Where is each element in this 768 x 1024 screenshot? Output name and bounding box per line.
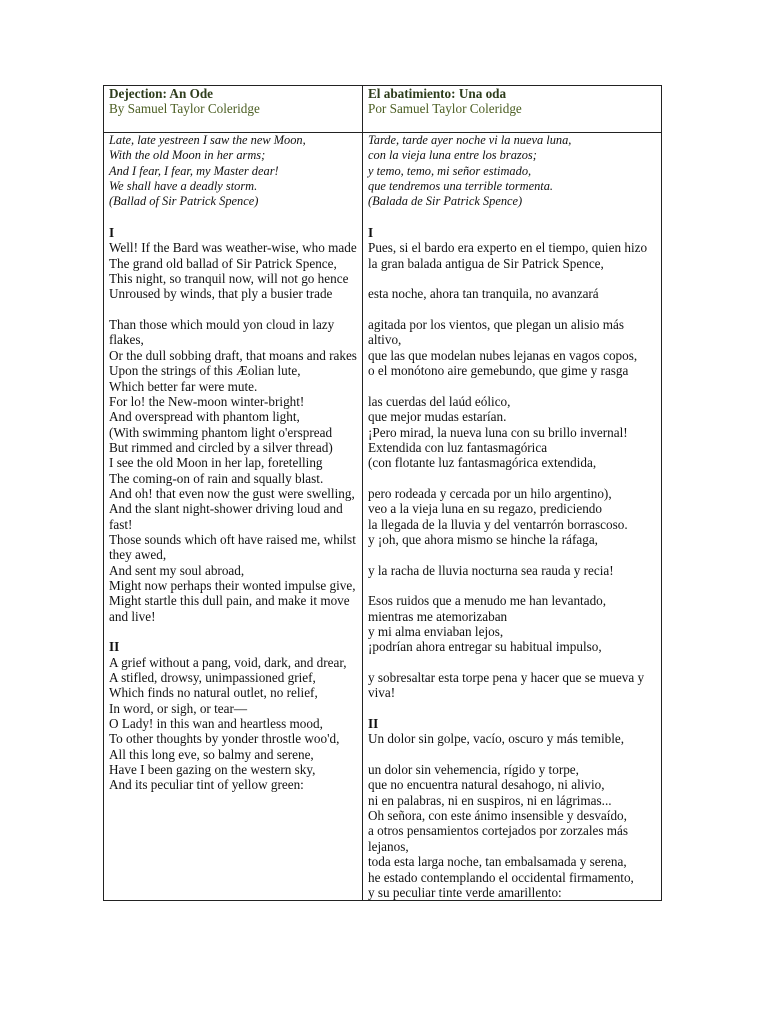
blank-line — [368, 701, 656, 716]
header-row — [104, 86, 662, 133]
epigraph-line: que tendremos una terrible tormenta. — [368, 179, 554, 194]
poem-line: que mejor mudas estarían. — [368, 409, 507, 425]
poem-line: Which finds no natural outlet, no relief, — [109, 685, 318, 701]
english-text-column — [104, 133, 363, 901]
blank-line — [368, 379, 656, 394]
poem-line: The coming-on of rain and squally blast. — [109, 470, 324, 486]
poem-line: la gran balada antigua de Sir Patrick Spence, — [368, 255, 604, 271]
poem-line: Might startle this dull pain, and make it move and live! — [109, 593, 350, 624]
epigraph-line: con la vieja luna entre los brazos; — [368, 148, 537, 163]
blank-line — [109, 624, 357, 639]
poem-line: (With swimming phantom light o'erspread — [109, 424, 333, 440]
poem-line: las cuerdas del laúd eólico, — [368, 393, 511, 409]
blank-line — [368, 547, 656, 562]
poem-line: Extendida con luz fantasmagórica — [368, 439, 548, 455]
bilingual-poem-table — [103, 85, 662, 901]
poem-line: y la racha de lluvia nocturna sea rauda y recia! — [368, 562, 614, 578]
poem-line: que las que modelan nubes lejanas en vagos copos, — [368, 347, 638, 363]
epigraph-line: With the old Moon in her arms; — [109, 148, 266, 163]
poem-line: A grief without a pang, void, dark, and drear, — [109, 654, 347, 670]
body-row — [104, 133, 662, 901]
poem-line: For lo! the New-moon winter-bright! — [109, 393, 305, 409]
section-numeral: I — [368, 225, 374, 241]
poem-line: Which better far were mute. — [109, 378, 258, 394]
epigraph-line: (Ballad of Sir Patrick Spence) — [109, 194, 259, 209]
poem-line: pero rodeada y cercada por un hilo argentino), — [368, 485, 612, 501]
poem-line: Un dolor sin golpe, vacío, oscuro y más temible, — [368, 731, 625, 747]
poem-line: Than those which mould yon cloud in lazy flakes, — [109, 317, 335, 348]
blank-line — [368, 210, 656, 225]
poem-line: O Lady! in this wan and heartless mood, — [109, 716, 323, 732]
poem-line: And sent my soul abroad, — [109, 562, 245, 578]
poem-line: I see the old Moon in her lap, foretelling — [109, 455, 323, 471]
poem-line: y ¡oh, que ahora mismo se hinche la ráfaga, — [368, 531, 598, 547]
poem-line: (con flotante luz fantasmagórica extendida, — [368, 455, 597, 471]
spanish-author: Por Samuel Taylor Coleridge — [368, 101, 522, 116]
poem-line: Or the dull sobbing draft, that moans and rakes — [109, 347, 357, 363]
poem-line: And its peculiar tint of yellow green: — [109, 777, 304, 793]
spanish-text-column — [363, 133, 662, 901]
poem-line: All this long eve, so balmy and serene, — [109, 746, 314, 762]
epigraph-line: (Balada de Sir Patrick Spence) — [368, 194, 523, 209]
poem-line: Those sounds which oft have raised me, whilst they awed, — [109, 531, 356, 563]
poem-line: Esos ruidos que a menudo me han levantado, — [368, 593, 607, 609]
poem-line: esta noche, ahora tan tranquila, no avanzará — [368, 286, 599, 302]
poem-line: Might now perhaps their wonted impulse give, — [109, 577, 356, 593]
poem-line: ni en palabras, ni en suspiros, ni en lágrimas... — [368, 792, 612, 808]
poem-line: agitada por los vientos, que plegan un alisio más altivo, — [368, 317, 625, 348]
poem-line: ¡podrían ahora entregar su habitual impulso, — [368, 639, 602, 655]
blank-line — [368, 471, 656, 486]
english-title: Dejection: An Ode — [109, 86, 214, 101]
spanish-title: El abatimiento: Una oda — [368, 86, 507, 101]
section-numeral: II — [368, 716, 379, 732]
blank-line — [368, 747, 656, 762]
poem-line: Unroused by winds, that ply a busier trade — [109, 286, 333, 302]
poem-line: toda esta larga noche, tan embalsamada y serena, — [368, 854, 627, 870]
epigraph-line: y temo, temo, mi señor estimado, — [368, 163, 532, 178]
poem-line: he estado contemplando el occidental firmamento, — [368, 869, 634, 885]
poem-line: ¡Pero mirad, la nueva luna con su brillo invernal! — [368, 424, 628, 440]
poem-line: Oh señora, con este ánimo insensible y desvaído, — [368, 808, 627, 824]
poem-line: A stifled, drowsy, unimpassioned grief, — [109, 670, 316, 686]
blank-line — [109, 302, 357, 317]
poem-line: This night, so tranquil now, will not go hence — [109, 271, 349, 287]
section-numeral: II — [109, 639, 120, 655]
poem-line: In word, or sigh, or tear— — [109, 700, 248, 716]
poem-line: And overspread with phantom light, — [109, 409, 300, 425]
epigraph-line: And I fear, I fear, my Master dear! — [109, 163, 279, 178]
blank-line — [368, 271, 656, 286]
poem-line: Upon the strings of this Æolian lute, — [109, 363, 301, 379]
poem-line: un dolor sin vehemencia, rígido y torpe, — [368, 762, 579, 778]
poem-line: Pues, si el bardo era experto en el tiempo, quien hizo — [368, 240, 648, 256]
blank-line — [109, 210, 357, 225]
blank-line — [368, 655, 656, 670]
epigraph-line: Late, late yestreen I saw the new Moon, — [109, 133, 306, 147]
poem-line: y mi alma enviaban lejos, — [368, 624, 504, 639]
poem-line: veo a la vieja luna en su regazo, prediciendo — [368, 501, 602, 517]
poem-line: But rimmed and circled by a silver thread) — [109, 439, 333, 455]
poem-line: y sobresaltar esta torpe pena y hacer que se mueva y viva! — [368, 670, 645, 701]
poem-line: a otros pensamientos cortejados por zorzales más lejanos, — [368, 823, 629, 854]
poem-line: que no encuentra natural desahogo, ni alivio, — [368, 777, 605, 793]
epigraph-line: We shall have a deadly storm. — [109, 179, 258, 194]
blank-line — [368, 302, 656, 317]
poem-line: mientras me atemorizaban — [368, 608, 508, 624]
poem-line: And oh! that even now the gust were swelling, — [109, 485, 355, 501]
poem-line: To other thoughts by yonder throstle woo'd, — [109, 731, 340, 747]
poem-line: y su peculiar tinte verde amarillento: — [368, 884, 562, 900]
poem-line: The grand old ballad of Sir Patrick Spence, — [109, 255, 337, 271]
epigraph-line: Tarde, tarde ayer noche vi la nueva luna, — [368, 133, 572, 147]
section-numeral: I — [109, 225, 115, 241]
english-header-cell — [104, 86, 363, 133]
poem-line: Have I been gazing on the western sky, — [109, 762, 316, 778]
blank-line — [368, 578, 656, 593]
english-author: By Samuel Taylor Coleridge — [109, 101, 260, 116]
spanish-header-cell — [363, 86, 662, 133]
poem-line: And the slant night-shower driving loud and fast! — [109, 501, 343, 532]
poem-line: o el monótono aire gemebundo, que gime y rasga — [368, 363, 629, 379]
poem-line: la llegada de la lluvia y del ventarrón borrascoso. — [368, 516, 628, 532]
poem-line: Well! If the Bard was weather-wise, who made — [109, 240, 357, 256]
